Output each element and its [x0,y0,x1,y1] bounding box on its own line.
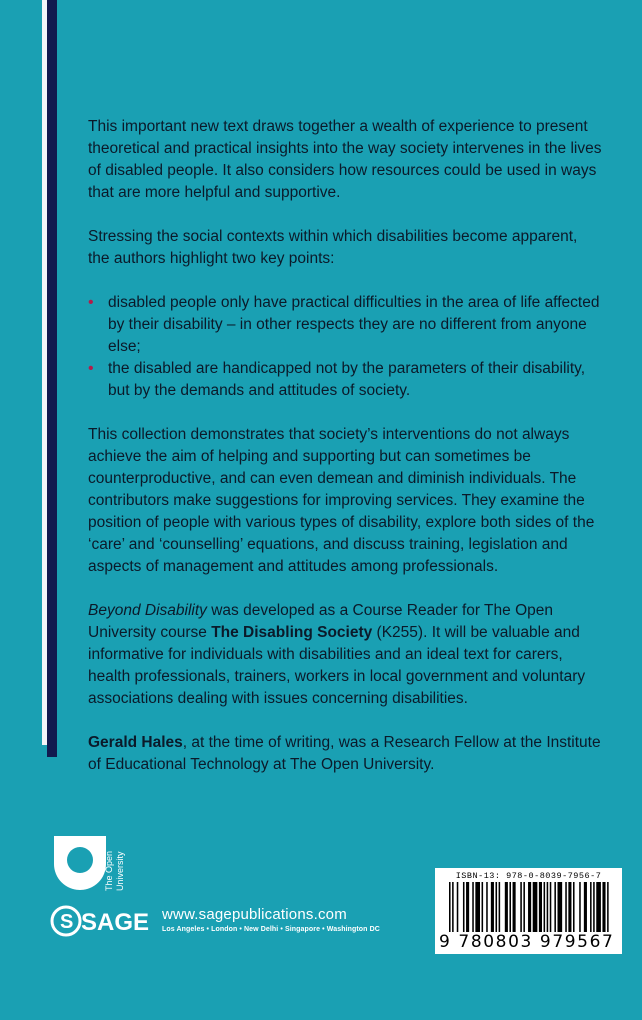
open-university-wordmark [103,829,127,891]
barcode-bar [452,882,454,932]
course-title: The Disabling Society [211,624,373,641]
barcode-bar [486,882,488,932]
barcode-bar [466,882,469,932]
bullet-icon: • [88,360,94,377]
book-title: Beyond Disability [88,602,207,619]
barcode-bar [547,882,549,932]
barcode-bar [579,882,581,932]
barcode-bar [463,882,465,932]
decorative-navy-stripe [47,0,57,757]
key-points-list [88,292,603,402]
publisher-website-link[interactable]: www.sagepublications.com [162,906,347,923]
bullet-icon: • [88,294,94,311]
sage-logo-text: SAGE [81,909,150,936]
barcode-bar [528,882,531,932]
ou-line-1: The Open [104,850,114,891]
barcode-bar [491,882,494,932]
author-name: Gerald Hales [88,734,183,751]
barcode-bar [593,882,595,932]
isbn-label: ISBN-13: 978-0-8039-7956-7 [455,871,602,881]
barcode-bar [602,882,605,932]
barcode-bar [596,882,601,932]
barcode-bar [544,882,546,932]
barcode-bar [499,882,501,932]
barcode-bar [472,882,474,932]
barcode-bar [475,882,480,932]
barcode-bar [607,882,609,932]
author-bio-text: , at the time of writing, was a Research Fellow at the Institute of Educational Technology at The Open University. [88,734,601,773]
barcode-bar [482,882,484,932]
barcode-bar [590,882,592,932]
barcode-bar [568,882,571,932]
list-item-text: disabled people only have practical difficulties in the area of life affected by their disability – in other respects they are no different from anyone else; [108,294,600,355]
barcode-bars-icon [449,882,609,934]
list-item [88,292,603,358]
barcode-bar [513,882,516,932]
barcode-bar [533,882,538,932]
ou-line-2: University [115,851,125,891]
barcode-bar [505,882,508,932]
blurb-paragraph-2: Stressing the social contexts within which disabilities become apparent, the authors highlight two key points: [88,228,578,267]
blurb-paragraph-1: This important new text draws together a wealth of experience to present theoretical and practical insights into the way society intervenes in the lives of disabled people. It also considers how resources could be used in ways that are more helpful and supportive. [88,118,602,201]
barcode-digits: 9 780803 979567 [439,932,615,952]
barcode-bar [523,882,525,932]
blurb-paragraph-3: This collection demonstrates that society’s interventions do not always achieve the aim of helping and supporting but can sometimes be counterproductive, and can even demean and diminish individuals. The contributors make suggestions for improving services. They examine the position of people with various types of disability, explore both sides of the ‘care’ and ‘counselling’ equations, and discuss training, legislation and aspects of management and attitudes among professionals. [88,426,595,575]
barcode-bar [539,882,542,932]
barcode-bar [584,882,587,932]
paragraph-text: was developed as a Course Reader for The Open University course [88,602,553,641]
open-university-logo-icon [50,830,110,890]
barcode-bar [558,882,563,932]
publisher-locations: Los Angeles • London • New Delhi • Singapore • Washington DC [162,926,380,933]
svg-text:S: S [60,911,74,933]
barcode-bar [520,882,522,932]
barcode-bar [449,882,451,932]
author-bio [88,732,603,776]
paragraph-text: (K255). It will be valuable and informative for individuals with disabilities and an ideal text for carers, health professionals, trainers, workers in local government and voluntary associations dealing with issues concerning disabilities. [88,624,586,707]
list-item-text: the disabled are handicapped not by the parameters of their disability, but by the demands and attitudes of society. [108,360,586,399]
list-item [88,358,603,402]
barcode-bar [573,882,575,932]
barcode-bar [457,882,459,932]
barcode-bar [554,882,556,932]
sage-logo-icon [50,904,160,938]
back-cover-blurb [88,116,603,798]
barcode-bar [496,882,498,932]
isbn-barcode [435,868,622,954]
blurb-paragraph-4 [88,600,603,710]
barcode-bar [550,882,552,932]
barcode-bar [565,882,567,932]
barcode-bar [509,882,511,932]
